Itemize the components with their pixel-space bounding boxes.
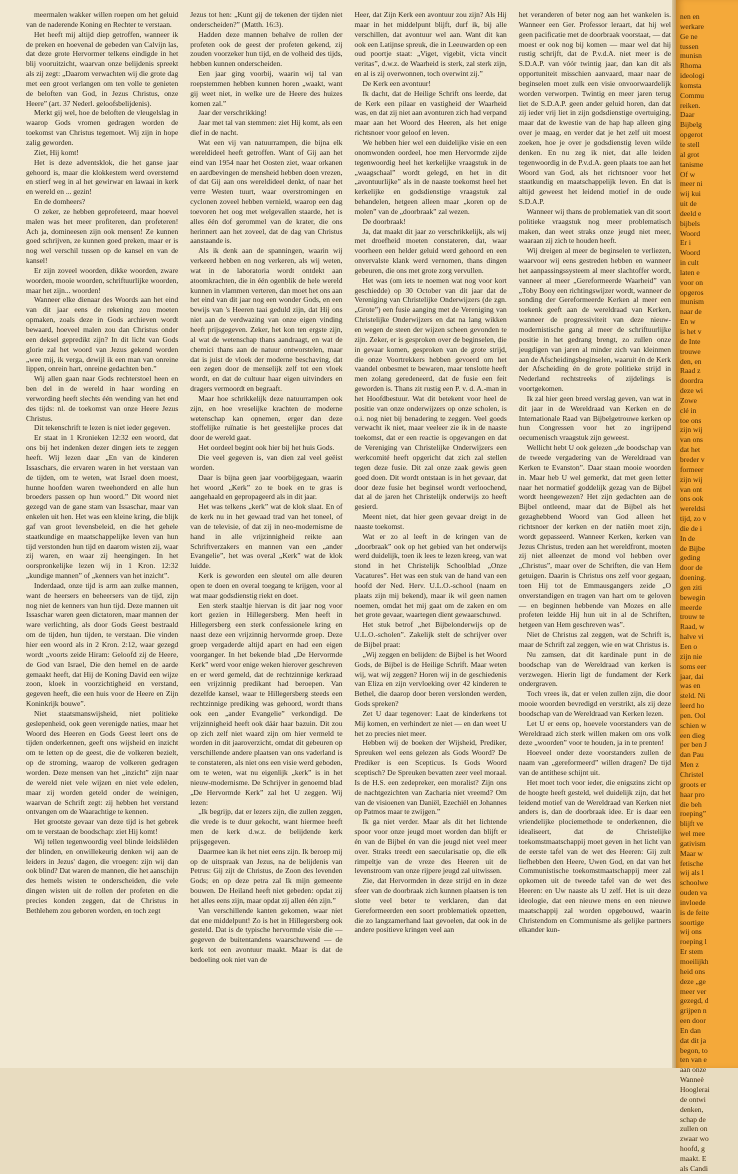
paragraph: Daarmee kan ik het niet eens zijn. Ik beroep mij op de uitspraak van Jezus, na de belijdenis van Petrus: Gij zijt de Christus, de Zoon des levenden Gods; en op deze petra zal Ik mijn gemeente bouwen. De Heiland heeft niet gebeden: opdat zij het alles eens zijn, maar opdat zij allen één zijn.” — [190, 846, 343, 905]
edge-line: wereldsi — [680, 504, 706, 514]
paragraph: Kerk is geworden een sleutel om alle deuren open te doen en overal toegang te krijgen, voor al wat maar godsdienstig riekt en doet. — [190, 571, 343, 600]
edge-line: tanisme — [680, 159, 704, 169]
edge-line: opgerot — [680, 130, 703, 140]
edge-line: trouw te — [680, 612, 705, 622]
edge-line: een door — [680, 1016, 706, 1026]
paragraph: We hebben hier wel een duidelijke visie en een onomwonden oordeel, hoe men Hervormde zijde tegenwoordig heel het kerkelijke vraagstuk in de „waagschaal” wordt gelegd, en het in dit „avontuurlijke” als in de naaste toekomst heel het kerkelijke en godsdienstige vraagstuk zal behandelen, hetgeen alleen maar „koren op de molen” van de „doorbraak” zal wezen. — [354, 137, 507, 216]
edge-line: Ge ne — [680, 31, 698, 41]
paragraph: Ik dacht, dat de Heilige Schrift ons leerde, dat de Kerk een pilaar en vastigheid der Waarheid was, en dat zij niet aan avonturen zich had verpand maar aan het Woord des Heeren, als het enige richtsnoer voor geloof en leven. — [354, 88, 507, 138]
paragraph: Nu zamsen, dat dit kardinale punt in de boodschap van de Wereldraad van kerken is verzwegen. Hierin ligt de fundament der Kerk ondergraven. — [518, 649, 671, 689]
paragraph: Heer, dat Zijn Kerk een avontuur zou zijn? Als Hij maar in het middelpunt blijft, durf ik, bij alle verschillen, dat avontuur wel aan. Want dit kan ook een Latijnse spreuk, die in Leeuwarden op een oud poortje staat: „Viget, vigebit, victa vincit veritas”, d.w.z. de Waarheid is sterk, zal sterk zijn, en al is zij overwonnen, toch overwint zij.” — [354, 10, 507, 79]
edge-line: die de i — [680, 523, 702, 533]
edge-line: Of w — [680, 169, 696, 179]
paragraph: Van verschillende kanten gekomen, waar niet dat ene middelpunt! Zo is het in Hillegersberg ook gesteld. Dat is de typische hervormde visie die — gegeven de buitentandens waarschuwend — de kerk tot een avontuur maakt. Maar is dat de bedoeling ook niet van de — [190, 905, 343, 964]
column-2 — [190, 10, 342, 1056]
edge-line: clé in — [680, 405, 697, 415]
edge-line: soortige — [680, 917, 704, 927]
paragraph: Wij allen gaan naar Gods rechterstoel heen en ben del in de wereld in haar wording en verwording heeft slechts één wending van het end des tijds: nl. de toekomst van onze Heere Jezus Christus. — [26, 374, 179, 423]
edge-line: zijn wij — [680, 474, 703, 484]
paragraph: Meent niet, dat hier geen gevaar dreigt in de naaste toekomst. — [354, 512, 507, 531]
edge-line: per ben J — [680, 740, 707, 750]
edge-line: trouwe — [680, 346, 701, 356]
paragraph: Niet staatsmanswijsheid, niet politieke geslepenheid, ook geen verenigde naties, maar het Woord des Heeren en Gods Geest leert ons de tijden onderkennen, geeft ons wijsheid en inzicht om te letten op de geest, die de volkeren bezielt, op de stroming, waarop de volkeren gedragen worden. Deze mensen van het „inzicht” zijn naar de wereld niet vele wijzen en niet vele edelen, maar zij worden geteld onder de weinigen, waarvan de Schrift zegt: zij hebben het verstand ontvangen om de Waarachtige te kennen. — [26, 708, 179, 817]
edge-line: Zowe — [680, 395, 697, 405]
edge-line: breder v — [680, 454, 705, 464]
paragraph: Wij dreigen al meer de beginselen te verliezen, waarvoor wij eens gestreden hebben en wanneer het aanpassingssysteem al meer slachtoffer wordt, vanneer al meer „Gereformeerde Waarheid” van „Toby Booy een richtingswijzer wordt, wanneer de sonding der Gereformeerde Kerken al meer een toekenk geeft aan de wereldraad van Kerken, wanneer de progressiviteit van deze nieuw-modernistische gang al meer de schriftuurlijke positie in het gedrang brengt, zo zullen onze jeugdigen van jaren al minder zich van kleinmen aan de Afscheidingsbeginselen, waaruit én de Kerk der Afscheiding én de grote politieke strijd in Nederland rechtstreeks of zijdelings is voortgekomen. — [518, 246, 671, 394]
paragraph: Het is deze adventsklok, die het ganse jaar gehoord is, maar die klokkestem werd overstemd en stierf weg in al het gewirwar en lawaai in kerk en wereld en ... gezin! — [26, 157, 179, 197]
edge-line: Raad, w — [680, 622, 705, 632]
edge-line: bijbels — [680, 218, 700, 228]
paragraph: Ik zal hier geen breed verslag geven, van wat in dit jaar in de Wereldraad van Kerken en de Internationale Raad van Bijbelgetrouwe kerken op hun Congressen voor het zo ingrijpend oecumenisch vraagstuk zijn geweest. — [518, 393, 671, 443]
edge-line: te stell — [680, 139, 700, 149]
edge-line: deze „ge — [680, 976, 706, 986]
edge-line: Rhoma — [680, 61, 702, 71]
edge-line: uit de — [680, 199, 697, 209]
edge-line: ouden va — [680, 888, 708, 898]
paragraph: Hoeveel onder deze voorstanders zullen de naam van „gereformeerd” willen dragen? De tijd van de antithese schijnt uit. — [518, 748, 671, 777]
edge-line: fetische — [680, 858, 704, 868]
edge-line: nen en — [680, 12, 700, 21]
paragraph: Ziet, Hij komt! — [34, 147, 79, 157]
edge-line: van ont — [680, 484, 703, 494]
edge-line: dat het — [680, 445, 701, 455]
edge-line: soms eer — [680, 661, 707, 671]
edge-line: opgeros — [680, 287, 704, 297]
edge-line: is het v — [680, 327, 702, 336]
edge-line: begon, to — [680, 1045, 708, 1055]
paragraph: O zeker, ze hebben geprofeteerd, maar hoevel malen was het meer profiteren, dan profeteren! Ach ja, domineesen zijn ook mensen! Ze kunnen goed schrijven, ze kunnen goed preken, maar er is nog wel verschil tussen op de kansel en van de kansel! — [26, 206, 179, 266]
paragraph: Daar is bijna geen jaar voorbijgegaan, waarin het woord „Kerk” zo te boek en te gras is aangehaald en gepropageerd als in dit jaar. — [190, 472, 343, 502]
paragraph: Wanneer elke dienaar des Woords aan het eind van dit jaar eens de rekening zou moeten opmaken, zoals deze in Gods archieven wordt bewaard, hoeveel malen zou dan Christus onder een deksel gepredikt zijn? In dit licht van Gods glorie zal het woord van Jezus gekend worden „wee mij, ik verga, dewijl ik een man van onreine lippen, onrein hart, onreine gedachten ben.” — [26, 295, 179, 374]
edge-line: gativism — [680, 838, 706, 848]
paragraph: Ik ga niet verder. Maar als dit het lichtende spoor voor onze jeugd moet worden dan blijft er én van de Bijbel én van die jeugd niet veel meer over. Straks treedt een saecularisatie op, die elk rimpeltje van de vreze des Heeren uit de levenstroom van onze rijpere jeugd zal uitwissen. — [354, 817, 507, 876]
edge-line: meerde — [680, 602, 702, 612]
edge-line: Bijbelg — [680, 120, 702, 130]
edge-line: munism — [680, 297, 704, 307]
paragraph: „Wij zeggen en belijden: de Bijbel is het Woord Gods, de Bijbel is de Heilige Schrift. Maar weten wij, wat wij zeggen? Horen wij in de geschiedenis van Eliza en zijn vervloeking over 42 kinderen te Bethel, die daarop door beren verslonden werden, Gods spreken? — [354, 649, 507, 709]
edge-line: steld. Ni — [680, 691, 706, 701]
edge-line: munisn — [680, 51, 702, 61]
edge-line: groots er — [680, 779, 707, 789]
edge-line: werkare — [680, 21, 704, 31]
adjacent-page-edge — [676, 0, 738, 1173]
paragraph: Het stuk betrof „het Bijbelonderwijs op de U.L.O.-scholen”. Zakelijk stelt de schrijver over de Bijbel praat: — [354, 620, 507, 649]
paragraph: Inderdaad, onze tijd is arm aan zulke mannen, want de heersers en beheersers van de tijd, zijn nog niet de kenners van hun tijd. Deze mannen uit Issaschar waren geen dictatoren, maar mannen der ware verlichting, als door Gods Geest bestraald om de tijden, hun tijden, te verstaan. Die vinden hier een woord als in 2 Kron. 2:12, waar gezegd wordt „voorts zeide Hiram: Geloofd zij de Heere, de God van Israel, Die den hemel en de aarde gemaakt heeft, dat Hij de Koning David een wijze zoon, kloek in voorzichtigheid en verstand, gegeven heeft, die een huis voor de Heere en Zijn Koninkrijk bouwe”. — [26, 580, 179, 709]
edge-line: Woord — [680, 228, 701, 238]
edge-line: een dieg — [680, 730, 705, 740]
paragraph: Hebben wij de boeken der Wijsheid, Prediker, Spreuken wel eens gelezen als Gods Woord? De Prediker is een Scepticus. Is Gods Woord sceptisch? De Spreuken bevatten zeer veel moraal. Is de H.S. een zedepreker, een moralist? Zijn ons de nachtgezichten van Zacharia niet vreemd? Om van de visioenen van Daniël, Ezechiël en Johannes op Patmos maar te zwijgen.” — [354, 738, 507, 817]
paragraph: Wat een vij van natuurrampen, die bijna elk wereldideel heeft getroffen. Want of Gij aan het eind van 1954 naar het Oosten ziet, waar orkanen en aardbevingen de mensheid hebben doen vrezen, of dat Gij aan ons wereldideel denkt, of naar het verre Westen tuurt, waar overstromingen en cyclonen zoveel hebben vernield, waarop een dag toevoren het oog met welgevallen staarde, het is alles één dof gerommel van de krater, die ons herinnert aan het zoveel, dat de dag van Christus aanstaande is. — [190, 137, 343, 246]
edge-line: heid ons — [680, 966, 705, 976]
paragraph: Toch vrees ik, dat er velen zullen zijn, die door mooie woorden bevredigd en verstrikt, als zij deze boodschap van de Wereldraad van Kerken lezen. — [518, 689, 671, 718]
edge-line: zullen on — [680, 1124, 708, 1134]
paragraph: Als ik denk aan de spanningen, waarin wij verkeerd hebben en nog verkeren, als wij weten, wat in de laboratoria wordt ontdekt aan atoomkrachten, die in één ogenblik de hele wereld kunnen in vlammen verteren, dan moet het ons aan het eind van dit jaar nog een wonder Gods, en een bewijs van 's Heeren taai geduld zijn, dat Hij ons niet aan de verdwazing van onze eigen vinding heeft prijsgegeven. Zeker, het kon ten ergste zijn, al wat de wetenschap thans aandraagt, en wat de chemici thans aan de natuur ontworstelen, maar dat is juist de vloek der moderne beschaving, dat een zegen door de menselijk zelf tot een vloek wordt, en dat de cultuur haar eigen uitvinders en dragers vermoordt en begraaft. — [190, 246, 343, 394]
edge-line: wij ons — [680, 927, 702, 937]
edge-line: Commu — [680, 90, 704, 100]
edge-line: reiken. — [680, 100, 701, 110]
paragraph: Niet de Christus zal zeggen, wat de Schrift is, maar de Schrift zal zeggen, wie en wat Christus is. — [518, 630, 671, 649]
paragraph: Zet U daar tegenover: Laat de kinderkens tot Mij komen, en verhindert ze niet — en dan weet U het zo precies niet meer. — [354, 708, 507, 738]
edge-line: leerd ho — [680, 701, 705, 711]
edge-line: tijd, zo v — [680, 514, 707, 524]
edge-line: van ons — [680, 435, 703, 445]
paragraph: het veranderen of beter nog aan het wankelen is. Wanneer een Ger. Professor leraart, dat hij wel geen pacificatie met de doorbraak voorstaat, — dat moest er ook nog bij komen — maar wel dat hij rustig schrijft, dat de P.v.d.A. niet meer is de S.D.A.P. van vóór twintig jaar, dan kan dit als opportuniteit misschien aanvaard, maar naar de beginselen moet zulk een visie onvoorwaardelijk worden verworpen. Twintig en meer jaren terug liet de S.D.A.P. geen ander geluid horen, dan dat zij ieder vrij liet in zijn godsdienstige overtuiging, maar dat de kwestie van de hap hap alleen ging over je maag, en verder dat je het zelf uit moest zoeken, hoe je over je godsdienstig leven wilde denken. En nu zeg ik niet, dat alle leiden tegenwoordig in de P.v.d.A. geen plaats toe aan het Woord van God, als het richtsnoer voor het staatkundig en maatschappelijk leven. En dat is altijd geweest het leidend motief in de oude S.D.A.P. — [518, 10, 671, 207]
edge-line: halve vi — [680, 632, 704, 642]
edge-line: als Candi — [680, 1163, 708, 1173]
paragraph: „Ik begrijp, dat er lezers zijn, die zullen zeggen, die vrede is te duur gekocht, want hiermee heeft men de kerk d.w.z. de belijdende kerk prijsgegeven. — [190, 807, 343, 846]
adjacent-page-text — [680, 12, 736, 1173]
paragraph: Hadden deze mannen behalve de rollen der profeten ook de geest der profeten gekend, zij zouden voorzeker hun tijd, en de volheid des tijds, hebben kunnen onderscheiden. — [190, 29, 343, 69]
paragraph: De Kerk een avontuur! — [362, 78, 431, 88]
paragraph: Wellicht hebt U ook gelezen „de boodschap van de tweede vergadering van de Wereldraad van Kerken te Evanston”. Daar staan mooie woorden in. Maar heb U wel gemerkt, dat met geen letter naar het normatief goddelijk gezag van de Bijbel wordt heengewezen? Het zijn gedachten aan de Bijbel ontleend, maar dat de Bijbel als het gezaghebbend Woord van God alleen het richtsnoer der kerken en der natiën moet zijn, wordt gepasseerd. Wanneer Kerken, kerken van Jezus Christus, treden aan het wereldfront, moeten zij niet alleenzet de mond vol hebben over „Christus”, maar over de Schriften, die van Hem getuigen. Daarin is Christus ons zelf voor gegaan, toen Hij tot de Emmausgangers zeide „O onverstandigen en tragen van hart om te geloven — en beginnen hebbende van Mozes en alle profeten leidde Hij hun uit in al de Schriften, hetgeen van Hem geschreven was”. — [518, 443, 671, 630]
paragraph: Een sterk staaltje hiervan is dit jaar nog voor kort gezien in Hillegersberg. Men heeft in Hillegersberg een sterk confessionele kring en naast deze een vrijzinnig hervormde groep. Deze groep vergaderde altijd apart en had een eigen voorganger. In het bekende blad „De Hervormde Kerk” werd voor enige weken hierover geschreven en er werd gemeld, dat de rechtzinnige kerkraad een vrijzinnig predikant had beroepen. Van dezelfde kansel, waar te Hillegersberg steeds een rechtzinnige prediking was gehoord, wordt thans ook een „ander Evangelie” verkondigd. De vrijzinnigheid heeft ook dáár haar bazuin. Dit zou op zich zelf niet waard zijn om hier vermeld te worden in dit jaaroverzicht, omdat dit gebeuren op verschillende andere plaatsen van ons vaderland is te constateren, als niet ons een visie werd geboden, om te weten, wat nu eigenlijk „kerk” is in het nieuw-modernisme. De Schrijver in genoemd blad „De Hervormde Kerk” zal het U zeggen. Wij lezen: — [190, 600, 343, 807]
edge-line: En dan — [680, 1025, 701, 1035]
edge-line: grijpen n — [680, 1006, 707, 1016]
paragraph: Dit tekenschrift te lezen is niet ieder gegeven. — [34, 423, 171, 433]
edge-line: bewegin — [680, 592, 706, 602]
edge-line: de Bijbe — [680, 543, 705, 553]
edge-line: in cult — [680, 258, 699, 268]
edge-line: gen ziti — [680, 582, 703, 592]
edge-line: meer ver — [680, 986, 707, 996]
edge-line: zwaar wo — [680, 1134, 709, 1144]
paragraph: De doorbraak! — [362, 216, 406, 226]
edge-line: hoofd, g — [680, 1144, 705, 1154]
paragraph: Jaar met tal van stemmen: ziet Hij komt, als een dief in de nacht. — [190, 118, 343, 138]
edge-line: Hooglerai — [680, 1084, 710, 1094]
paragraph: meermalen wakker willen roepen om het geluid van de naderende Koning en Rechter te verstaan. — [26, 10, 179, 29]
paragraph: Wij tellen tegenwoordig veel blinde leidsliëden der blinden, en onwillekeurig denken wij aan de leiders in Jezus' dagen, die vroegen: zijn wij dan ook blind? Dat waren de mannen, die het aanschijn des hemels wisten te onderscheiden, die vele dingen wisten uit de rollen der profeten en die precies konden zeggen, dat de Christus in Bethlehem zou geboren worden, en toch zegt — [26, 836, 179, 915]
edge-line: wij als l — [680, 868, 704, 878]
edge-line: wel mee — [680, 829, 705, 839]
edge-line: geding — [680, 553, 701, 563]
edge-line: komsta — [680, 80, 702, 90]
paragraph: Het moet toch voor ieder, die enigszins zicht op de hoogte heeft gesteld, wel duidelijk zijn, dat het leidend motief van de Wereldraad van Kerken niet anders is, dan de doorbraak idee. Er is daar een vriendelijke plociemethode te onderkennen, die idealiseert, dat de Christelijke toekomstmaatschappij moet geven in het licht van de eerste tafel van de wet des Heeren: Gij zult liefhebben den Heere, Uwen God, en dat van het Communistische toekomstmaatschappij meer zal opkomen uit de tweede tafel van de wet des Heeren: en Uw naaste als U zelf. Het is uit deze ideologie, dat een nieuwe mens en een nieuwe maatschappij zal worden opgebouwd, waarin Christendom en Communisme als gelijke partners elkander kun- — [518, 777, 671, 935]
paragraph: Let U er eens op, hoevele voorstanders van de Wereldraad zich sterk willen maken om ons volk deze „woorden” voor te houden, ja in te prenten! — [518, 718, 671, 748]
edge-line: schap de — [680, 1114, 706, 1124]
edge-line: dan Pau — [680, 750, 704, 760]
edge-line: was en — [680, 681, 701, 691]
edge-line: haar pro — [680, 789, 705, 799]
edge-line: deze wi — [680, 386, 703, 396]
edge-line: den, en — [680, 356, 702, 366]
paragraph: Er zijn zoveel woorden, dikke woorden, zware woorden, mooie woorden, schriftuurlijke woorden, maar het zijn... woorden! — [26, 265, 179, 295]
edge-line: laten e — [680, 267, 700, 277]
paragraph: Maar hoe schrikkelijk deze natuurrampen ook zijn, en hoe vreselijke krachten de moderne wetenschap kan opnemen, erger dan deze stoffelijke ruïnatie is het geestelijke proces dat door de wereld gaat. — [190, 393, 343, 443]
edge-line: Wanneè — [680, 1075, 704, 1085]
edge-line: meer ni — [680, 179, 703, 189]
paragraph: En de domheers? — [34, 197, 86, 207]
edge-line: de Inte — [680, 336, 701, 346]
paragraph: Die veel gegeven is, van dien zal veel geëist worden. — [190, 452, 343, 472]
paragraph: Jezus tot hen: „Kunt gij de tekenen der tijden niet onderscheiden?” (Matth. 16:3). — [190, 10, 343, 29]
column-4 — [519, 10, 671, 1056]
paragraph: Het was telkens „kerk” wat de klok slaat. En of de kerk nu in het gewaad trad van het toneel, of van de televisie, of dat zij in neo-modernisme de hand in alle vrijzinnigheid reikte aan Schriftverzakers en mannen van een „ander Evangelie”, het was overal „Kerk” wat de klok luidde. — [190, 502, 343, 571]
edge-line: door de — [680, 563, 703, 573]
edge-line: dat dit ja — [680, 1035, 707, 1045]
paragraph: Ja, dat maakt dit jaar zo verschrikkelijk, als wij met droefheid moeten constateren, dat, waar voorheen een helder geluid werd gehoord en een onvervalste klank werd vernomen, thans dingen gebeuren, die ons met grote zorg vervullen. — [354, 226, 507, 275]
paragraph: Zie, dat Hervormden in deze strijd en in deze sfeer van de doorbraak zich kunnen plaatsen is ten slotte veel beter te verklaren, dan dat Gereformeerden een soort problematiek opzetten, die zo langzamerhand laat gevoelen, dat ook in de andere positieve kringen veel aan — [354, 876, 507, 935]
edge-line: formeer — [680, 464, 704, 474]
edge-line: al grot — [680, 149, 700, 159]
column-1 — [26, 10, 178, 1056]
paragraph: Het heeft mij altijd diep getroffen, wanneer ik de preken en hoevenal de gebeden van Calvijn las, dat deze grote Hervormer telkens eindigde in het blij vooruitzicht, waarvan onze belijdenis spreekt als zij zegt: „Daarom verwachten wij die grote dag met een groot verlangen om ten volle te genieten de beloften van God, in Jezus Christus, onze Heere” (art. 37 Nederl. geloofsbelijdenis). — [26, 29, 179, 108]
edge-line: voor on — [680, 277, 703, 287]
edge-line: zijn nie — [680, 651, 703, 661]
edge-line: naar de — [680, 307, 702, 317]
edge-line: In de — [680, 533, 696, 543]
paragraph: Wat er zo al leeft in de kringen van de „doorbraak” ook op het gebied van het onderwijs werd duidelijk, toen ik lees te lezen kreeg, van wat stond in het Christelijk Schoolblad „Onze Vacatures”. Het was een stuk van de hand van een hoofd der Ned. Herv. U.L.O.-school (naam en plaats zijn mij bekend), maar ik wil geen namen noemen, omdat het mij gaat om de zaken en om het grote gevaar, waartegen dient gewaarschuwd. — [354, 531, 507, 620]
paragraph: Het oordeel begint ook hier bij het huis Gods. — [198, 443, 335, 453]
edge-line: pen. Ool — [680, 710, 706, 720]
column-3 — [355, 10, 507, 1056]
edge-line: maakt. E — [680, 1153, 707, 1163]
paragraph: Merkt gij wel, hoe de beloften de vleugelslag in waarop Gods vromen gedragen worden de toekomst van Christus tegemoet. Wij zijn in hope zalig geworden. — [26, 108, 179, 147]
edge-line: Woord — [680, 248, 701, 258]
paragraph: Het grootste gevaar van deze tijd is het gebrek om te verstaan de boodschap: ziet Hij komt! — [26, 817, 179, 837]
edge-line: moeilijkh — [680, 957, 709, 966]
edge-line: denken, — [680, 1104, 704, 1114]
edge-line: ideologi — [680, 71, 705, 81]
edge-line: Daar — [680, 110, 695, 120]
edge-line: Christel — [680, 769, 704, 779]
edge-line: deeld e — [680, 208, 702, 218]
edge-line: schoolwe — [680, 878, 709, 888]
edge-line: aan onze — [680, 1065, 707, 1075]
edge-line: tussen — [680, 41, 699, 51]
edge-line: Maar w — [680, 848, 703, 858]
edge-line: gezegd, d — [680, 996, 709, 1006]
edge-line: zijn wij — [680, 425, 703, 435]
edge-line: doordra — [680, 376, 704, 386]
edge-line: invloede — [680, 897, 706, 907]
edge-line: toe ons — [680, 415, 702, 425]
edge-line: die beh — [680, 799, 702, 809]
paragraph: Wanneer wij thans de problematiek van dit soort politieke vraagstuk nog meer problematisch maken, dan weet straks onze jeugd niet meer, waaraan zij zich te houden heeft. — [518, 206, 671, 246]
edge-line: Er stem — [680, 947, 703, 957]
edge-line: Er i — [680, 238, 691, 248]
edge-line: roeping l — [680, 937, 707, 947]
edge-line: is de feite — [680, 907, 709, 917]
edge-line: Raad z — [680, 366, 701, 376]
edge-line: schien w — [680, 720, 707, 730]
edge-line: Een o — [680, 642, 698, 651]
paragraph: Een jaar ging voorbij, waarin wij tal van roepstemmen hebben kunnen horen „waakt, want gij weet niet, in welke ure de Heere des huizes komen zal.” — [190, 69, 343, 108]
edge-line: jaar, dai — [680, 671, 704, 681]
paragraph: Het was (om iets te noemen wat nog voor kort geschiedde) op 30 October van dit jaar dat de Vereniging van Christelijke Onderwijzers (de zgn. „Grote”) een fusie aanging met de Vereniging van Christelijke Onderwijzers en dat na lang wikken en wegen de steen der wijzen scheen gevonden te zijn. Zeker, er is gesproken over de beginselen, die in gevaar komen, gesproken van de grote strijd, die onze Voortrekkers hebben gevoerd om het vaandel onbesmet te bewaren, maar tenslotte heeft men zolang geredeneerd, dat de fusie een feit geworden is. Thans zit rustig een P. v. d. A.-man in het Hoofdbestuur. Wat dit betekent voor heel de positie van onze onderwijzers op onze scholen, is o.i. nog niet bij benadering te zeggen. Veel goeds verwacht ik niet, maar veeleer zie ik in de naaste toekomst, dat er een reactie is opgevangen en dat de Vereniging van Christelijke Onderwijzers een werkcomité heeft opgericht dat zich zal stellen tegen deze fusie. Dit zal onze zaak gewis geen goed doen. Dit wordt ontstaan is in het gevaar, dat door deze fusie het beginsel wordt verloochend, dat al de jaren het Christelijk onderwijs zo heeft gesierd. — [354, 275, 507, 512]
edge-line: En w — [680, 317, 696, 327]
edge-line: wij kui — [680, 189, 701, 199]
edge-line: roeping” — [680, 809, 707, 819]
edge-line: Men z — [680, 760, 699, 770]
paragraph: Er staat in 1 Kronieken 12:32 een woord, dat ons bij het indenken dezer dingen iets te zeggen heeft. Wij lezen daar „En van de kinderen Issaschars, die ervaren waren in het verstaan van de tijden, om te weten, wat Israel doen moest, hunne hoofden waren tweehonderd en alle hun broeders passen op hun woord.” Dit woord niet gezegd van de gane stam van Issaschar, maar van enkelen uit hen. Het was een kleine kring, die blijk gaf van groot levensbeleid, en die het gehele staatkundige en maatschappelijke leven van hun tijd verstonden hun tijd en daarom wisten zij, waar zij waren, en waar zij heengingen. In het oorspronkelijke lezen wij in 1 Kron. 12:32 „kundige mannen” of „kenners van het inzicht”. — [26, 433, 179, 581]
article-columns — [26, 10, 671, 1056]
edge-line: de ontwi — [680, 1094, 706, 1104]
edge-line: ten van e — [680, 1055, 707, 1065]
edge-line: blijft ve — [680, 819, 704, 829]
edge-line: ons ook — [680, 494, 704, 504]
paragraph: Jaar der verschrikking! — [198, 108, 267, 118]
edge-line: doening. — [680, 573, 706, 583]
